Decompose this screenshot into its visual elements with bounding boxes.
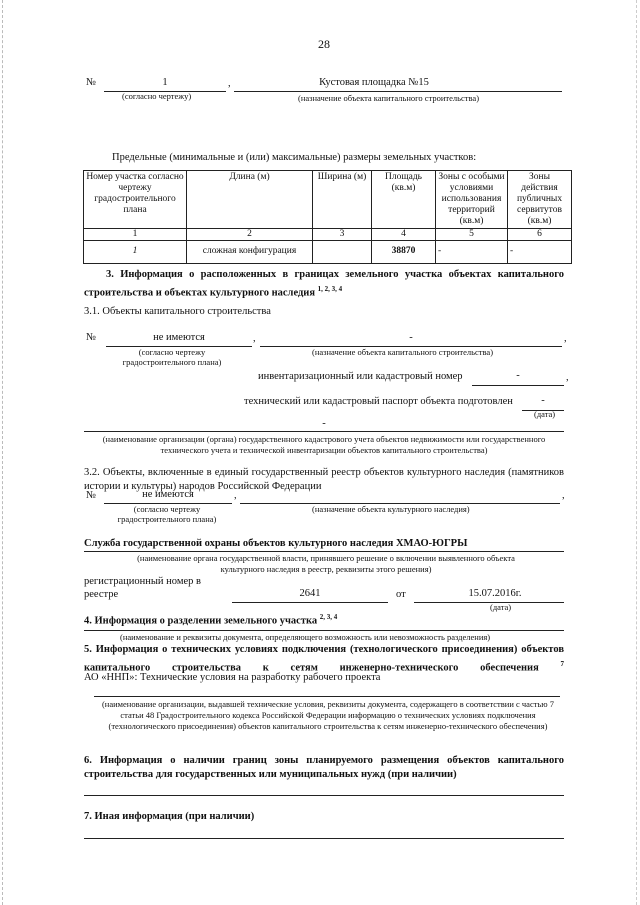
scan-edge-left	[2, 0, 3, 905]
plot-number-caption: (согласно чертежу)	[122, 91, 192, 101]
plot-name-line	[234, 91, 562, 92]
comma: ,	[566, 372, 569, 383]
reg-from: от	[396, 589, 406, 600]
table-col-number: 6	[508, 228, 572, 240]
heritage-purpose-caption: (назначение объекта культурного наследия)	[312, 504, 470, 514]
object-number-sign: №	[86, 332, 97, 343]
land-plot-table	[83, 170, 572, 264]
reg-number: 2641	[299, 588, 321, 599]
object-purpose-value: -	[409, 332, 413, 343]
table-header: Длина (м)	[187, 171, 313, 229]
section3-heading: 3. Информация о расположенных в границах земельного участка объектах капитального строительства и объектах культурного наследия $^{1, 2, 3, 4}$	[84, 269, 564, 299]
inventory-label: инвентаризационный или кадастровый номер	[258, 371, 463, 382]
table-cell	[313, 240, 372, 263]
table-row	[84, 240, 572, 263]
section7-line	[84, 838, 564, 839]
section4-caption: (наименование и реквизиты документа, определяющего возможность или невозможность разделения)	[120, 632, 491, 642]
section4-heading: 4. Информация о разделении земельного участка $^{2, 3, 4}$	[84, 613, 338, 627]
table-header: Номер участка согласно чертежу градостроительного плана	[84, 171, 187, 229]
comma: ,	[253, 333, 256, 344]
plot-number-sign: №	[86, 77, 97, 88]
table-col-number: 2	[187, 228, 313, 240]
authority-name: Служба государственной охраны объектов культурного наследия ХМАО-ЮГРЫ	[84, 538, 468, 549]
object-number-caption: (согласно чертежу градостроительного плана)	[122, 347, 222, 367]
table-header: Зоны с особыми условиями использования территорий (кв.м)	[436, 171, 508, 229]
table-col-number: 4	[372, 228, 436, 240]
reg-date: 15.07.2016г.	[468, 588, 522, 599]
authority-caption: (наименование органа государственной власти, принявшего решение о включении выявленного объекта культурного наследия в реестр, реквизиты этого решения)	[137, 553, 515, 575]
authority-line	[84, 551, 564, 552]
heritage-number-caption: (согласно чертежу градостроительного плана)	[117, 504, 217, 524]
section6-heading: 6. Информация о наличии границ зоны планируемого размещения объектов капитального строительства для государственных или муниципальных нужд (при наличии)	[84, 755, 564, 780]
table-header: Площадь (кв.м)	[372, 171, 436, 229]
page-number: 28	[318, 37, 330, 51]
table-cell: 1	[84, 240, 187, 263]
passport-value: -	[541, 395, 545, 406]
heritage-number-sign: №	[86, 490, 97, 501]
passport-date-caption: (дата)	[534, 409, 556, 419]
comma: ,	[234, 490, 237, 501]
sizes-title: Предельные (минимальные и (или) максимальные) размеры земельных участков:	[112, 152, 477, 163]
section5-heading: 5. Информация о технических условиях подключения (технологического присоединения) объектов капитального строительства к сетям инженерно-технического обеспечения $^7$	[84, 644, 564, 674]
table-col-number: 5	[436, 228, 508, 240]
reg-label-2: реестре	[84, 589, 119, 600]
reg-date-line	[414, 602, 564, 603]
scan-edge-right	[636, 0, 637, 905]
table-header: Зоны действия публичных сервитутов (кв.м)	[508, 171, 572, 229]
section3-2-title: 3.2. Объекты, включенные в единый государственный реестр объектов культурного наследия (памятников истории и культуры) народов Российской Федерации	[84, 467, 564, 492]
table-cell: -	[436, 240, 508, 263]
table-col-number: 3	[313, 228, 372, 240]
reg-label-1: регистрационный номер в	[84, 576, 201, 587]
object-number-value: не имеются	[153, 332, 205, 343]
inventory-line	[472, 385, 564, 386]
table-cell: сложная конфигурация	[187, 240, 313, 263]
org-caption: (наименование организации (органа) государственного кадастрового учета объектов недвижимости или государственного технического учета и технической инвентаризации объектов капитального строительства)	[102, 434, 546, 456]
inventory-value: -	[516, 370, 520, 381]
comma: ,	[228, 78, 231, 89]
plot-number: 1	[162, 77, 168, 88]
section6-line	[84, 795, 564, 796]
section5-value: АО «ННП»: Технические условия на разработку рабочего проекта	[84, 672, 381, 683]
section4-line	[84, 630, 564, 631]
org-value: -	[322, 418, 326, 429]
reg-date-caption: (дата)	[490, 602, 512, 612]
comma: ,	[562, 490, 565, 501]
table-col-number: 1	[84, 228, 187, 240]
section3-1-title: 3.1. Объекты капитального строительства	[84, 306, 271, 317]
org-line	[84, 431, 564, 432]
comma: ,	[564, 333, 567, 344]
reg-number-line	[232, 602, 388, 603]
object-purpose-caption: (назначение объекта капитального строительства)	[312, 347, 494, 357]
heritage-number-value: не имеются	[142, 489, 194, 500]
table-header: Ширина (м)	[313, 171, 372, 229]
section7-heading: 7. Иная информация (при наличии)	[84, 811, 255, 822]
table-cell: 38870	[372, 240, 436, 263]
section5-line	[94, 696, 560, 697]
table-cell: -	[508, 240, 572, 263]
plot-name: Кустовая площадка №15	[319, 77, 429, 88]
plot-name-caption: (назначение объекта капитального строительства)	[298, 93, 480, 103]
passport-label: технический или кадастровый паспорт объекта подготовлен	[244, 396, 513, 407]
section5-caption: (наименование организации, выдавшей технические условия, реквизиты документа, содержащего в соответствии с частью 7 статьи 48 Градостроительного кодекса Российской Федерации информацию о технических условиях подключения (технологического присоединения) объектов капитального строительства к сетям инженерно-технического обеспечения)	[101, 699, 555, 732]
